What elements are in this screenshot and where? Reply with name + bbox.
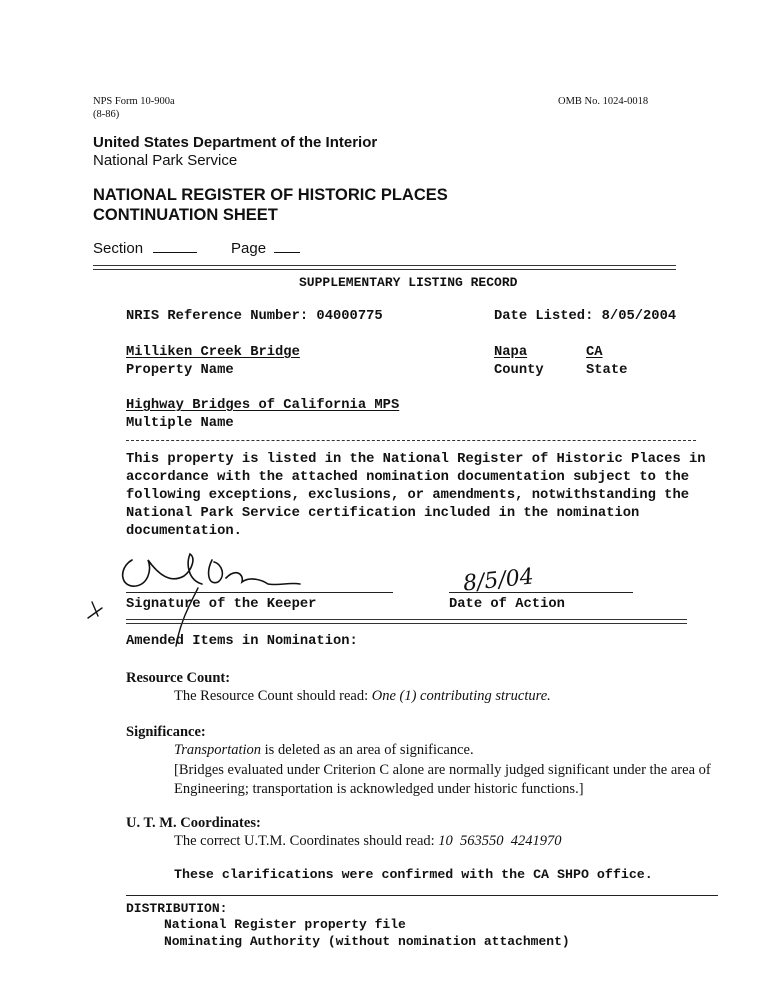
listing-statement: This property is listed in the National Register of Historic Places in accordance with the attached nomination documentation subject to the following exceptions, exclusions, or amendments, notwithstanding the National Park Service certification included in the nomination documentation. [126, 452, 706, 539]
utm-prefix: The correct U.T.M. Coordinates should read: [174, 833, 439, 849]
county-label: County [494, 363, 544, 378]
property-name-value: Milliken Creek Bridge [126, 345, 300, 360]
page-label: Page [231, 240, 267, 257]
department-name: United States Department of the Interior [93, 134, 378, 151]
utm-value: 10 563550 4241970 [438, 833, 562, 849]
multiple-name-label: Multiple Name [126, 416, 234, 431]
form-number: NPS Form 10-900a [93, 96, 175, 107]
utm-text [174, 833, 562, 850]
page-blank [274, 240, 300, 253]
dashed-divider [126, 440, 696, 441]
signature-double-rule [126, 619, 687, 624]
significance-heading: Significance: [126, 724, 206, 740]
date-of-action-handwritten: 8/5/04 [461, 564, 535, 597]
page-title-line-1: NATIONAL REGISTER OF HISTORIC PLACES [93, 186, 448, 204]
section-label: Section [93, 240, 144, 257]
signature-label: Signature of the Keeper [126, 597, 317, 612]
section-field [93, 240, 197, 257]
clarification-note: These clarifications were confirmed with the CA SHPO office. [174, 867, 653, 882]
nris-reference: NRIS Reference Number: 04000775 [126, 309, 383, 324]
date-listed: Date Listed: 8/05/2004 [494, 309, 677, 324]
significance-italic: Transportation [174, 742, 262, 758]
page-title-line-2: CONTINUATION SHEET [93, 206, 278, 224]
property-name-label: Property Name [126, 363, 234, 378]
resource-count-text [174, 688, 551, 705]
significance-note: [Bridges evaluated under Criterion C alone are normally judged significant under the area of Engineering; transportation is acknowledged under historic functions.] [174, 762, 711, 797]
resource-count-value: One (1) contributing structure. [371, 688, 551, 704]
state-value: CA [586, 345, 603, 360]
section-blank [153, 240, 197, 253]
date-line [449, 592, 633, 593]
state-label: State [586, 363, 628, 378]
page-field [231, 240, 300, 257]
resource-count-prefix: The Resource Count should read: [174, 688, 372, 704]
amended-heading: Amended Items in Nomination: [126, 634, 358, 649]
distribution-heading: DISTRIBUTION: [126, 901, 228, 916]
multiple-name-value: Highway Bridges of California MPS [126, 398, 400, 413]
date-of-action-label: Date of Action [449, 597, 565, 612]
resource-count-heading: Resource Count: [126, 670, 231, 686]
form-date: (8-86) [93, 109, 120, 120]
distribution-rule [126, 895, 718, 896]
significance-rest: is deleted as an area of significance. [261, 742, 474, 758]
agency-name: National Park Service [93, 152, 238, 169]
omb-number: OMB No. 1024-0018 [558, 96, 649, 107]
record-heading: SUPPLEMENTARY LISTING RECORD [299, 275, 518, 290]
utm-heading: U. T. M. Coordinates: [126, 815, 261, 831]
header-double-rule [93, 265, 676, 270]
county-value: Napa [494, 345, 528, 360]
signature-line [126, 592, 393, 593]
distribution-item: Nominating Authority (without nomination attachment) [164, 934, 570, 949]
significance-text [174, 742, 474, 759]
distribution-item: National Register property file [164, 917, 406, 932]
